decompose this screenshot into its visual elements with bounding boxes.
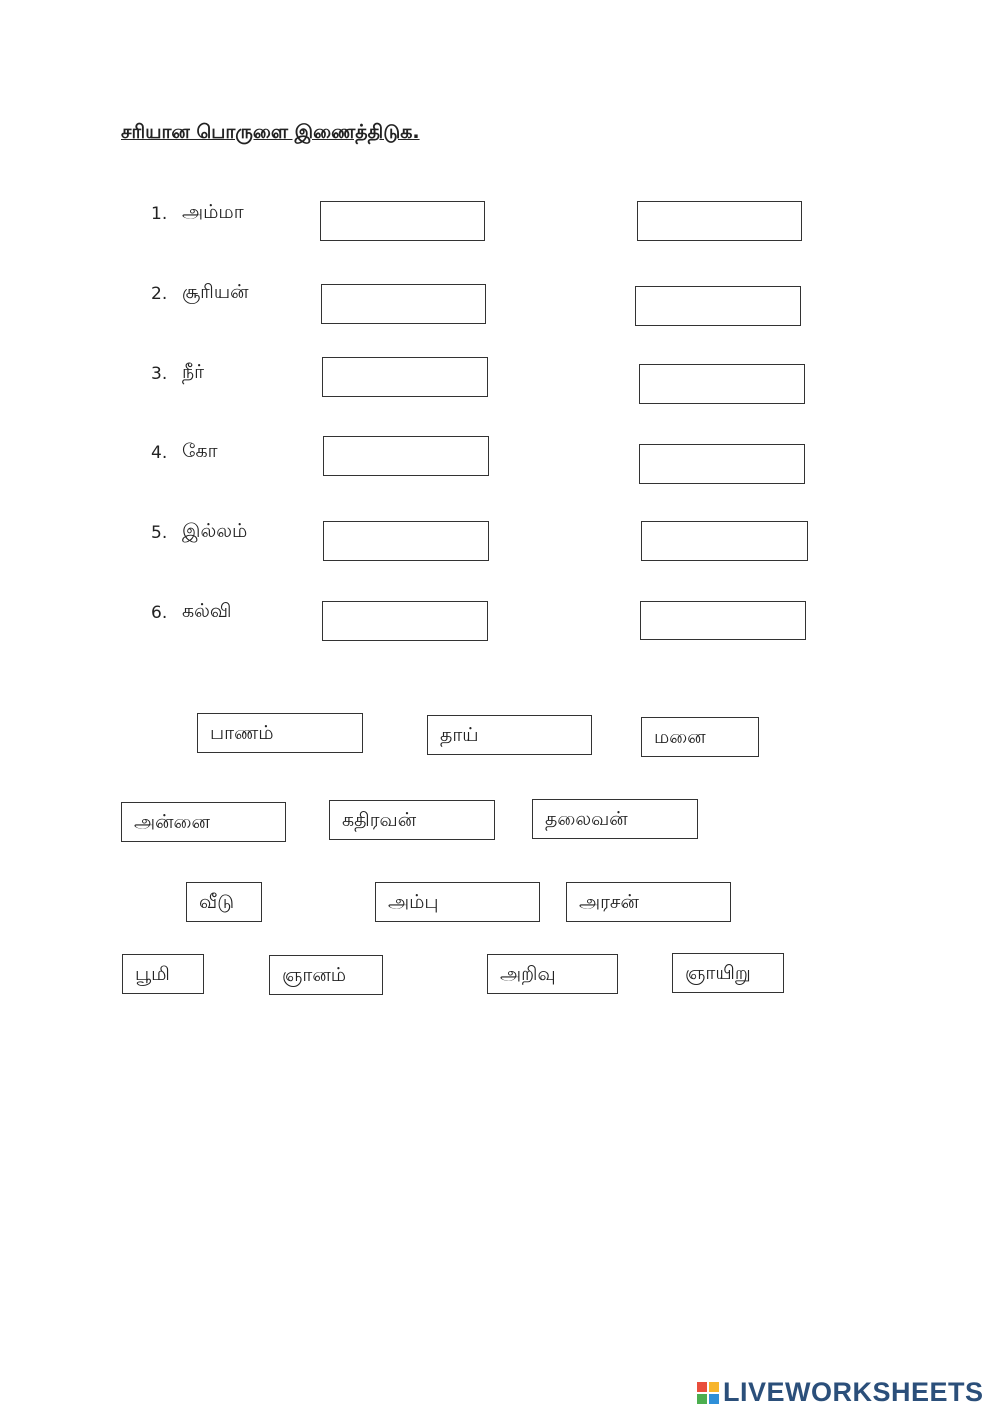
answer-option-gnayiru[interactable]: ஞாயிறு <box>672 953 784 993</box>
drop-box-left-2[interactable] <box>321 284 486 324</box>
drop-box-right-2[interactable] <box>635 286 801 326</box>
question-number: 4. <box>151 443 168 463</box>
answer-option-arasan[interactable]: அரசன் <box>566 882 731 922</box>
drop-box-left-4[interactable] <box>323 436 489 476</box>
question-word: இல்லம் <box>182 520 248 542</box>
drop-box-left-6[interactable] <box>322 601 488 641</box>
answer-option-annai[interactable]: அன்னை <box>121 802 286 842</box>
answer-option-veedu[interactable]: வீடு <box>186 882 262 922</box>
answer-option-thalaivan[interactable]: தலைவன் <box>532 799 698 839</box>
answer-option-gnanam[interactable]: ஞானம் <box>269 955 383 995</box>
answer-option-panam[interactable]: பாணம் <box>197 713 363 753</box>
question-word: நீர் <box>182 361 205 383</box>
question-number: 6. <box>151 603 168 623</box>
answer-option-boomi[interactable]: பூமி <box>122 954 204 994</box>
question-number: 3. <box>151 364 168 384</box>
logo-square-blue <box>709 1394 719 1404</box>
liveworksheets-logo-icon <box>697 1382 719 1404</box>
logo-square-yellow <box>709 1382 719 1392</box>
answer-option-thai[interactable]: தாய் <box>427 715 592 755</box>
question-word: அம்மா <box>182 201 244 223</box>
answer-option-manai[interactable]: மனை <box>641 717 759 757</box>
answer-option-ambu[interactable]: அம்பு <box>375 882 540 922</box>
drop-box-right-1[interactable] <box>637 201 802 241</box>
logo-square-red <box>697 1382 707 1392</box>
drop-box-right-4[interactable] <box>639 444 805 484</box>
question-word: கல்வி <box>182 600 232 622</box>
answer-option-arivu[interactable]: அறிவு <box>487 954 618 994</box>
liveworksheets-brand <box>697 1377 984 1408</box>
question-word: சூரியன் <box>182 281 249 303</box>
question-word: கோ <box>182 440 218 462</box>
drop-box-right-5[interactable] <box>641 521 808 561</box>
brand-name: LIVEWORKSHEETS <box>723 1377 984 1407</box>
worksheet-title: சரியான பொருளை இணைத்திடுக. <box>121 121 420 143</box>
drop-box-left-5[interactable] <box>323 521 489 561</box>
question-number: 2. <box>151 284 168 304</box>
logo-square-green <box>697 1394 707 1404</box>
question-number: 1. <box>151 204 168 224</box>
drop-box-left-1[interactable] <box>320 201 485 241</box>
drop-box-right-3[interactable] <box>639 364 805 404</box>
drop-box-right-6[interactable] <box>640 601 806 640</box>
question-number: 5. <box>151 523 168 543</box>
drop-box-left-3[interactable] <box>322 357 488 397</box>
answer-option-kathiravan[interactable]: கதிரவன் <box>329 800 495 840</box>
